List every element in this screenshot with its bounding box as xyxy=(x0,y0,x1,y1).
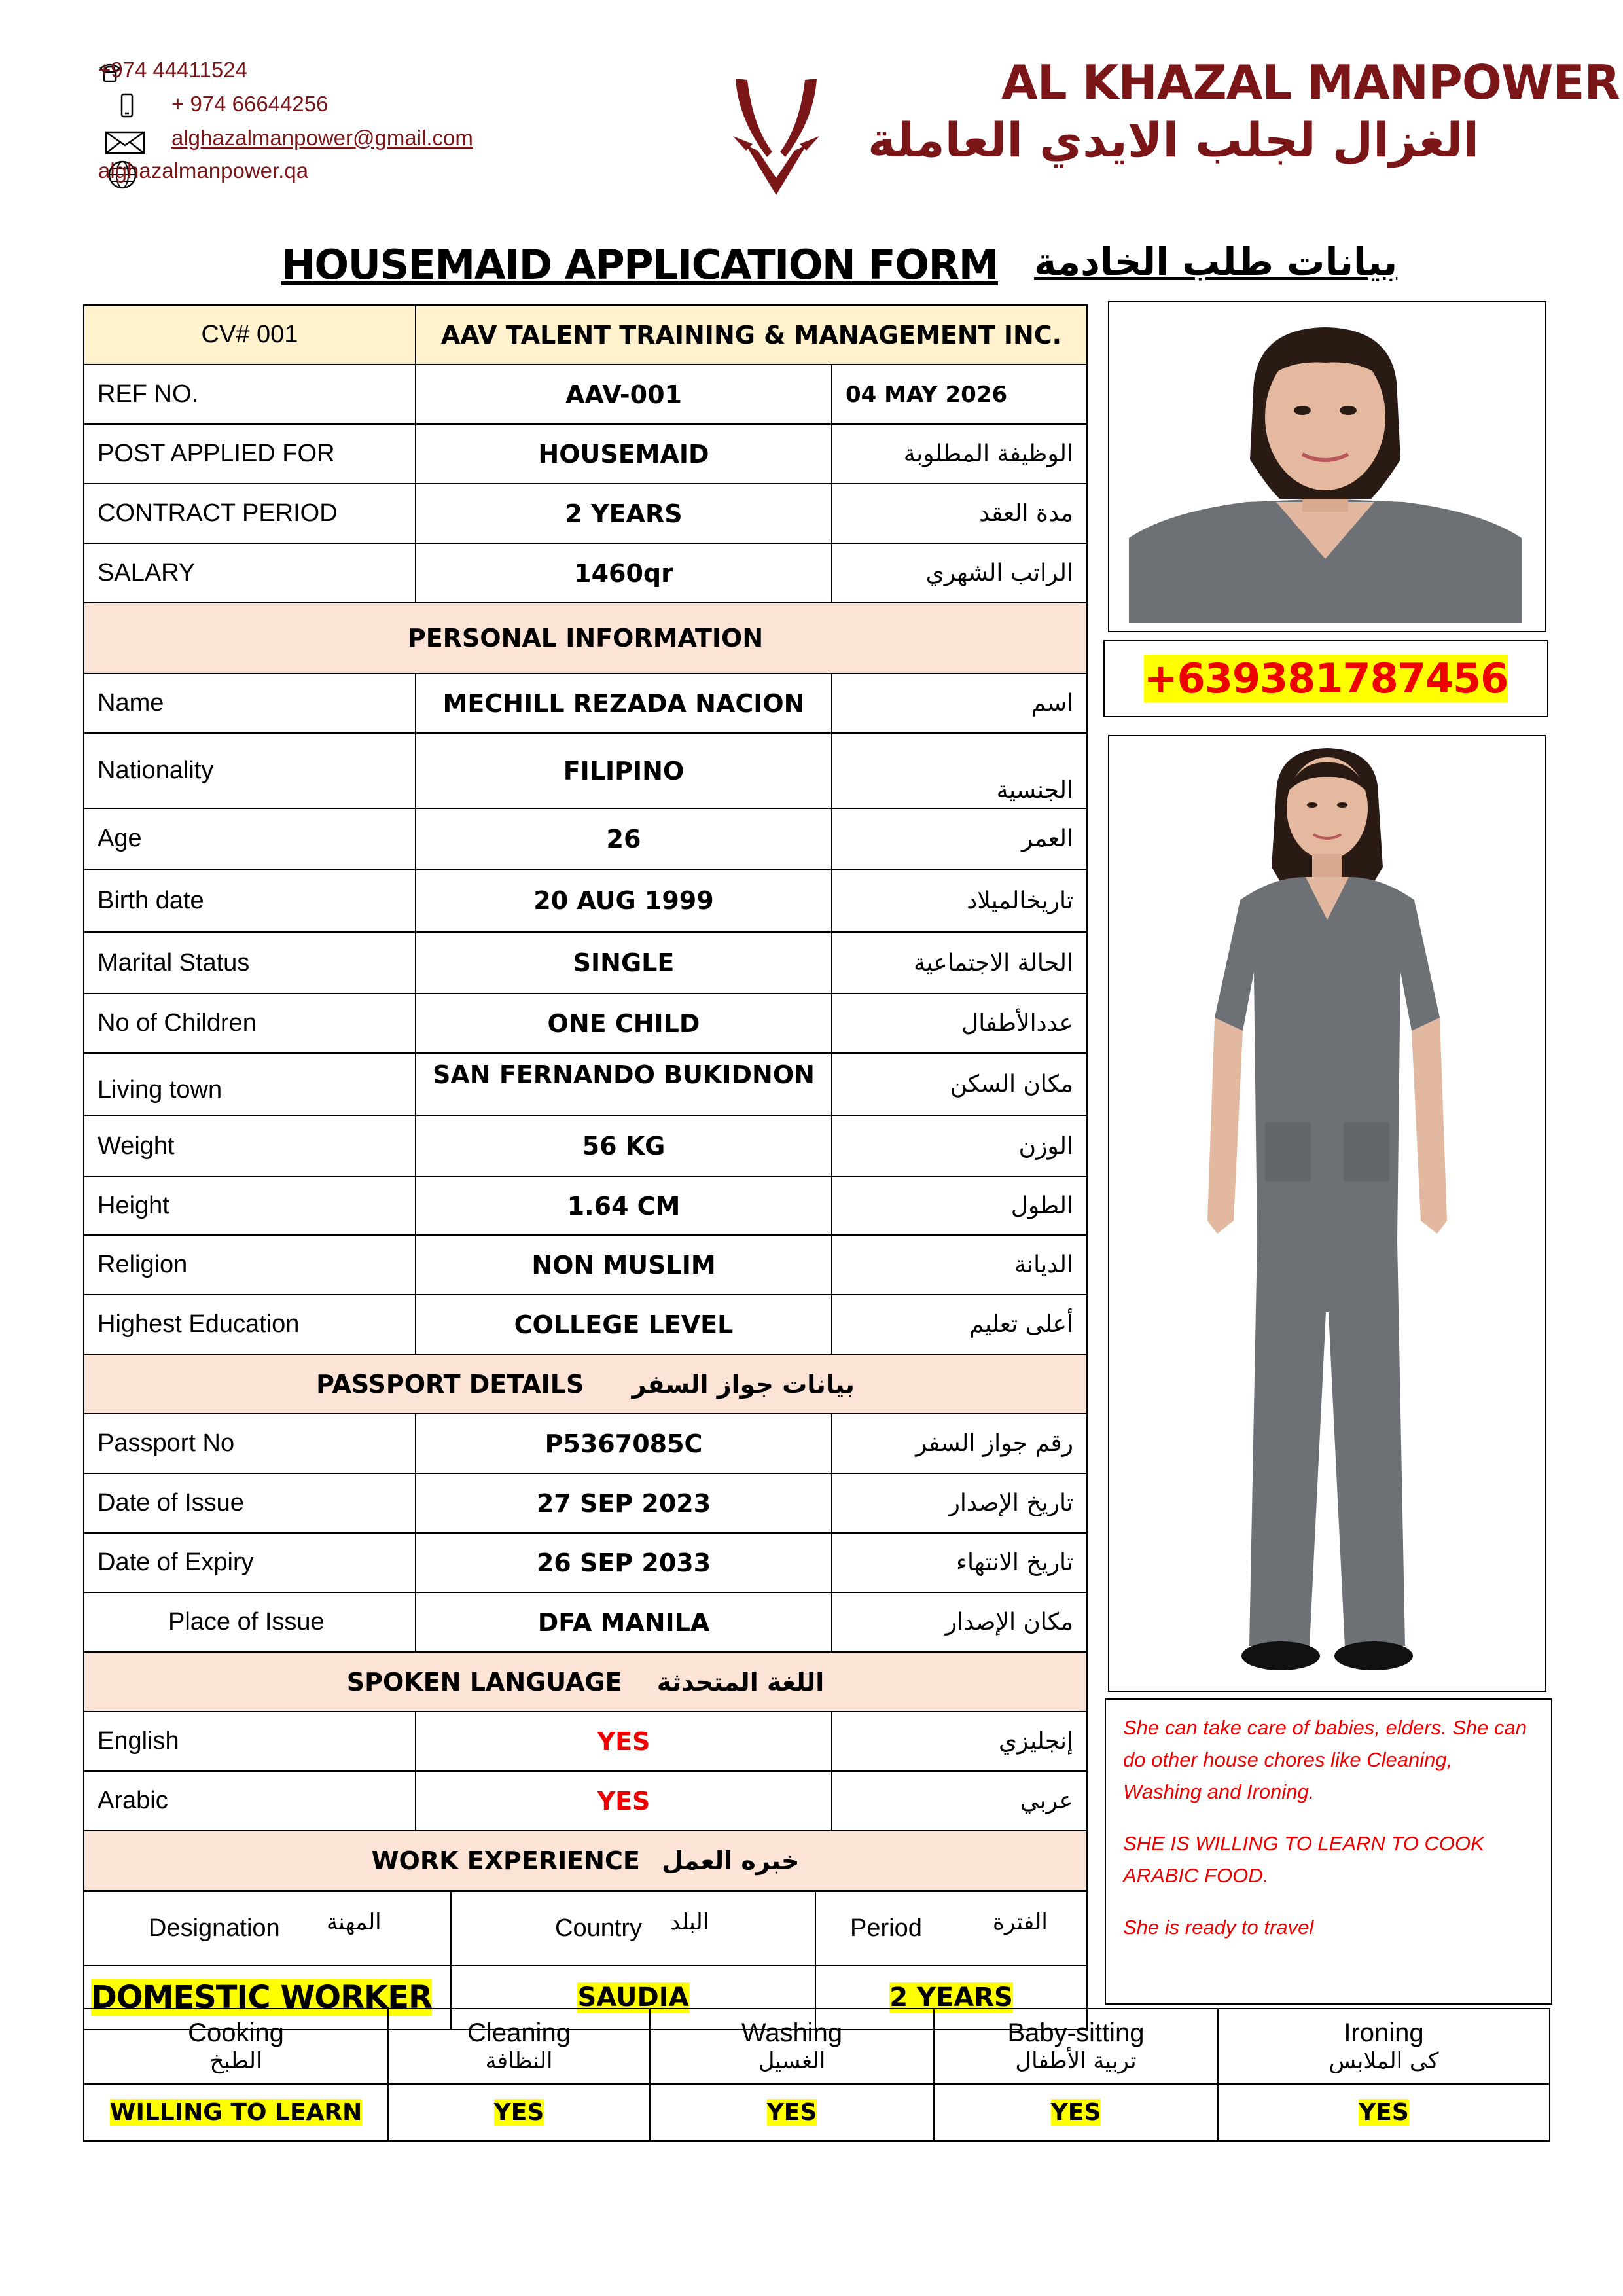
skill-value: YES xyxy=(493,2099,544,2126)
skill-value-cell xyxy=(934,2084,1218,2141)
work-heading-en: WORK EXPERIENCE xyxy=(371,1846,640,1875)
table-row xyxy=(84,869,1087,932)
row-value: DFA MANILA xyxy=(416,1592,832,1652)
language-heading xyxy=(84,1652,1087,1712)
post-value: HOUSEMAID xyxy=(416,424,832,484)
post-label-ar: الوظيفة المطلوبة xyxy=(832,424,1087,484)
row-label-ar: مكان الإصدار xyxy=(832,1592,1087,1652)
table-row xyxy=(84,1712,1087,1771)
skill-value: YES xyxy=(1359,2099,1409,2126)
period-value: 2 YEARS xyxy=(889,1982,1013,2013)
designation-label-ar: المهنة xyxy=(327,1909,382,1935)
language-heading-en: SPOKEN LANGUAGE xyxy=(346,1667,622,1696)
row-label-ar: أعلى تعليم xyxy=(832,1295,1087,1354)
row-value: 56 KG xyxy=(416,1115,832,1177)
skill-ironing xyxy=(1218,2009,1550,2084)
row-value: YES xyxy=(416,1771,832,1831)
table-row xyxy=(84,1592,1087,1652)
country-header xyxy=(451,1892,815,1965)
table-row xyxy=(84,808,1087,869)
skill-label-ar: الطبخ xyxy=(209,2048,262,2074)
skill-label-ar: النظافة xyxy=(485,2048,553,2074)
row-value: NON MUSLIM xyxy=(416,1235,832,1295)
skill-value: YES xyxy=(1050,2099,1101,2126)
row-value: MECHILL REZADA NACION xyxy=(416,673,832,733)
contract-value: 2 YEARS xyxy=(416,484,832,543)
agency-name: AAV TALENT TRAINING & MANAGEMENT INC. xyxy=(416,305,1087,365)
skill-value-cell xyxy=(84,2084,388,2141)
skills-table xyxy=(83,2008,1550,2142)
skill-value-cell xyxy=(1218,2084,1550,2141)
table-row xyxy=(84,1235,1087,1295)
row-value: YES xyxy=(416,1712,832,1771)
full-body-photo xyxy=(1108,735,1546,1692)
brand-name-en: AL KHAZAL MANPOWER xyxy=(1001,55,1620,110)
row-label-ar: اسم xyxy=(832,673,1087,733)
designation-label: Designation xyxy=(149,1914,280,1942)
row-value: SAN FERNANDO BUKIDNON xyxy=(416,1053,832,1115)
row-value: 27 SEP 2023 xyxy=(416,1473,832,1533)
headshot-image xyxy=(1109,302,1545,631)
table-row xyxy=(84,1053,1087,1115)
designation-header xyxy=(84,1892,451,1965)
skill-cooking xyxy=(84,2009,388,2084)
row-label: Weight xyxy=(84,1115,416,1177)
brand-name-ar: الغزال لجلب الايدي العاملة xyxy=(868,113,1479,168)
row-value: 26 SEP 2033 xyxy=(416,1533,832,1592)
row-label-ar: تاريخالميلاد xyxy=(832,869,1087,932)
table-row xyxy=(84,1473,1087,1533)
table-row xyxy=(84,1177,1087,1235)
row-label-ar: تاريخ الانتهاء xyxy=(832,1533,1087,1592)
skill-label-ar: تربية الأطفال xyxy=(1015,2048,1137,2074)
work-heading xyxy=(84,1831,1087,1890)
row-label: Nationality xyxy=(84,733,416,808)
remark-cooking: SHE IS WILLING TO LEARN TO COOK ARABIC FOOD. xyxy=(1123,1832,1484,1887)
remark-travel: She is ready to travel xyxy=(1123,1916,1314,1939)
country-label: Country xyxy=(555,1914,643,1942)
row-label: Date of Expiry xyxy=(84,1533,416,1592)
remarks-box xyxy=(1105,1698,1552,2005)
row-value: COLLEGE LEVEL xyxy=(416,1295,832,1354)
cv-number: CV# 001 xyxy=(84,305,416,365)
country-value: SAUDIA xyxy=(577,1982,689,2013)
skill-value: WILLING TO LEARN xyxy=(109,2099,363,2126)
row-label: Arabic xyxy=(84,1771,416,1831)
row-value: ONE CHILD xyxy=(416,994,832,1053)
skill-value: YES xyxy=(766,2099,817,2126)
application-table xyxy=(83,304,1088,1891)
row-value: 26 xyxy=(416,808,832,869)
row-value: SINGLE xyxy=(416,932,832,994)
skill-label: Ironing xyxy=(1344,2018,1424,2047)
row-value: 20 AUG 1999 xyxy=(416,869,832,932)
form-title: HOUSEMAID APPLICATION FORM xyxy=(281,241,998,289)
row-label: Birth date xyxy=(84,869,416,932)
row-label-ar: الحالة الاجتماعية xyxy=(832,932,1087,994)
skill-value-cell xyxy=(650,2084,934,2141)
contract-label: CONTRACT PERIOD xyxy=(84,484,416,543)
row-label-ar: الوزن xyxy=(832,1115,1087,1177)
row-label-ar: الطول xyxy=(832,1177,1087,1235)
row-label-ar: إنجليزي xyxy=(832,1712,1087,1771)
skill-label-ar: الغسيل xyxy=(758,2048,826,2074)
headshot-photo xyxy=(1108,301,1546,632)
row-label: Place of Issue xyxy=(84,1592,416,1652)
salary-label: SALARY xyxy=(84,543,416,603)
row-label: Height xyxy=(84,1177,416,1235)
table-row xyxy=(84,1533,1087,1592)
passport-heading-ar: بيانات جواز السفر xyxy=(632,1369,855,1399)
row-label-ar: العمر xyxy=(832,808,1087,869)
table-row xyxy=(84,994,1087,1053)
table-row xyxy=(84,1115,1087,1177)
row-label-ar: تاريخ الإصدار xyxy=(832,1473,1087,1533)
row-value: 1.64 CM xyxy=(416,1177,832,1235)
skill-baby-sitting xyxy=(934,2009,1218,2084)
period-label-ar: الفترة xyxy=(993,1909,1048,1935)
website-text: alghazalmanpower.qa xyxy=(98,158,309,183)
skill-label-ar: کی الملابس xyxy=(1329,2048,1439,2074)
applicant-phone: +639381787456 xyxy=(1143,655,1508,702)
salary-value: 1460qr xyxy=(416,543,832,603)
row-label: Marital Status xyxy=(84,932,416,994)
skill-label: Cleaning xyxy=(467,2018,571,2047)
row-label: Highest Education xyxy=(84,1295,416,1354)
language-heading-ar: اللغة المتحدثة xyxy=(656,1667,825,1696)
gazelle-logo xyxy=(726,73,826,198)
form-date: 04 MAY 2026 xyxy=(832,365,1087,424)
row-label: Name xyxy=(84,673,416,733)
period-header xyxy=(815,1892,1087,1965)
table-row xyxy=(84,733,1087,808)
table-row xyxy=(84,1771,1087,1831)
row-label-ar: عربي xyxy=(832,1771,1087,1831)
salary-label-ar: الراتب الشهري xyxy=(832,543,1087,603)
row-label-ar: عددالأطفال xyxy=(832,994,1087,1053)
row-label: Date of Issue xyxy=(84,1473,416,1533)
contract-label-ar: مدة العقد xyxy=(832,484,1087,543)
row-value: FILIPINO xyxy=(416,733,832,808)
ref-label: REF NO. xyxy=(84,365,416,424)
mobile-text: + 974 66644256 xyxy=(171,92,329,116)
period-label: Period xyxy=(850,1914,922,1942)
row-label: Religion xyxy=(84,1235,416,1295)
landline-text: +974 44411524 xyxy=(98,58,247,82)
contact-phone-box xyxy=(1103,640,1548,717)
email-link[interactable]: alghazalmanpower@gmail.com xyxy=(171,126,473,150)
row-label-ar: مكان السكن xyxy=(832,1053,1087,1115)
full-body-image xyxy=(1109,736,1545,1691)
personal-info-heading: PERSONAL INFORMATION xyxy=(84,603,1087,673)
table-row xyxy=(84,1295,1087,1354)
row-value: P5367085C xyxy=(416,1414,832,1473)
envelope-icon xyxy=(105,128,145,154)
country-label-ar: البلد xyxy=(670,1909,709,1935)
row-label-ar: رقم جواز السفر xyxy=(832,1414,1087,1473)
row-label: Passport No xyxy=(84,1414,416,1473)
row-label: Living town xyxy=(84,1053,416,1115)
row-label-ar: الجنسية xyxy=(832,733,1087,808)
table-row xyxy=(84,932,1087,994)
skill-cleaning xyxy=(388,2009,650,2084)
row-label: English xyxy=(84,1712,416,1771)
row-label: Age xyxy=(84,808,416,869)
remark-skills: She can take care of babies, elders. She can do other house chores like Cleaning, Washing and Ironing. xyxy=(1123,1716,1527,1803)
row-label-ar: الديانة xyxy=(832,1235,1087,1295)
designation-value: DOMESTIC WORKER xyxy=(91,1979,432,2016)
passport-heading-en: PASSPORT DETAILS xyxy=(316,1369,584,1399)
table-row xyxy=(84,673,1087,733)
form-title-ar: بيانات طلب الخادمة xyxy=(1034,240,1398,284)
table-row xyxy=(84,1414,1087,1473)
skill-value-cell xyxy=(388,2084,650,2141)
work-heading-ar: خبره العمل xyxy=(662,1846,800,1875)
skill-label: Baby-sitting xyxy=(1007,2018,1145,2047)
passport-heading xyxy=(84,1354,1087,1414)
skill-washing xyxy=(650,2009,934,2084)
post-label: POST APPLIED FOR xyxy=(84,424,416,484)
skill-label: Cooking xyxy=(188,2018,284,2047)
skill-label: Washing xyxy=(741,2018,843,2047)
mobile-phone-icon xyxy=(114,93,140,119)
ref-value: AAV-001 xyxy=(416,365,832,424)
row-label: No of Children xyxy=(84,994,416,1053)
